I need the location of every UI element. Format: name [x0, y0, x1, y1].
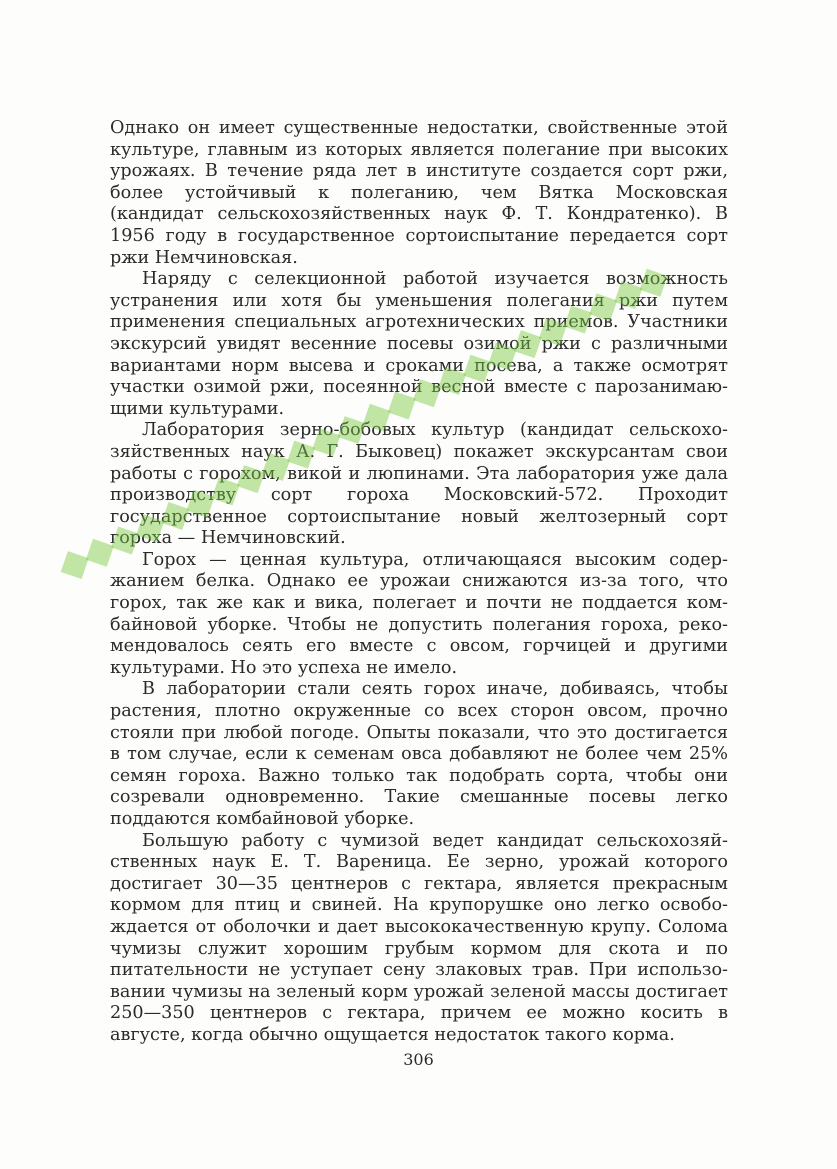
paragraph-3: Лаборатория зерно-бобовых культур (кандидат сельскохозяйственных наук А. Г. Быковец) покажет экскурсантам свои работы с горохом, викой и люпинами. Эта лаборатория уже дала производству сорт гороха Московский-572. Проходит государственное сортоиспытание новый желтозерный сорт гороха — Немчиновский. [110, 420, 728, 549]
page-number: 306 [403, 1050, 434, 1069]
body-text [110, 118, 728, 1047]
paragraph-5: В лаборатории стали сеять горох иначе, добиваясь, чтобы растения, плотно окруженные со всех сторон овсом, прочно стояли при любой погоде. Опыты показали, что это достигается в том случае, если к семенам овса добавляют не более чем 25% семян гороха. Важно только так подобрать сорта, чтобы они созревали одновременно. Такие смешанные посевы легко поддаются комбайновой уборке. [110, 679, 728, 829]
paragraph-6: Большую работу с чумизой ведет кандидат сельскохозяйственных наук Е. Т. Вареница. Ее зерно, урожай которого достигает 30—35 центнеров с гектара, является прекрасным кормом для птиц и свиней. На крупорушке оно легко освобождается от оболочки и дает высококачественную крупу. Солома чумизы служит хорошим грубым кормом для скота и по питательности не уступает сену злаковых трав. При использовании чумизы на зеленый корм урожай зеленой массы достигает 250—350 центнеров с гектара, причем ее можно косить в августе, когда обычно ощущается недостаток такого корма. [110, 830, 728, 1045]
paragraph-4: Горох — ценная культура, отличающаяся высоким содержанием белка. Однако ее урожаи снижаются из-за того, что горох, так же как и вика, полегает и почти не поддается комбайновой уборке. Чтобы не допустить полегания гороха, рекомендовалось сеять его вместе с овсом, горчицей и другими культурами. Но это успеха не имело. [110, 549, 728, 678]
paragraph-2: Наряду с селекционной работой изучается возможность устранения или хотя бы уменьшения полегания ржи путем применения специальных агротехнических приемов. Участники экскурсий увидят весенние посевы озимой ржи с различными вариантами норм высева и сроками посева, а также осмотрят участки озимой ржи, посеянной весной вместе с парозанимающими культурами. [110, 269, 728, 419]
paragraph-1: Однако он имеет существенные недостатки, свойственные этой культуре, главным из которых является полегание при высоких урожаях. В течение ряда лет в институте создается сорт ржи, более устойчивый к полеганию, чем Вятка Московская (кандидат сельскохозяйственных наук Ф. Т. Кондратенко). В 1956 году в государственное сортоиспытание передается сорт ржи Немчиновская. [110, 118, 728, 268]
